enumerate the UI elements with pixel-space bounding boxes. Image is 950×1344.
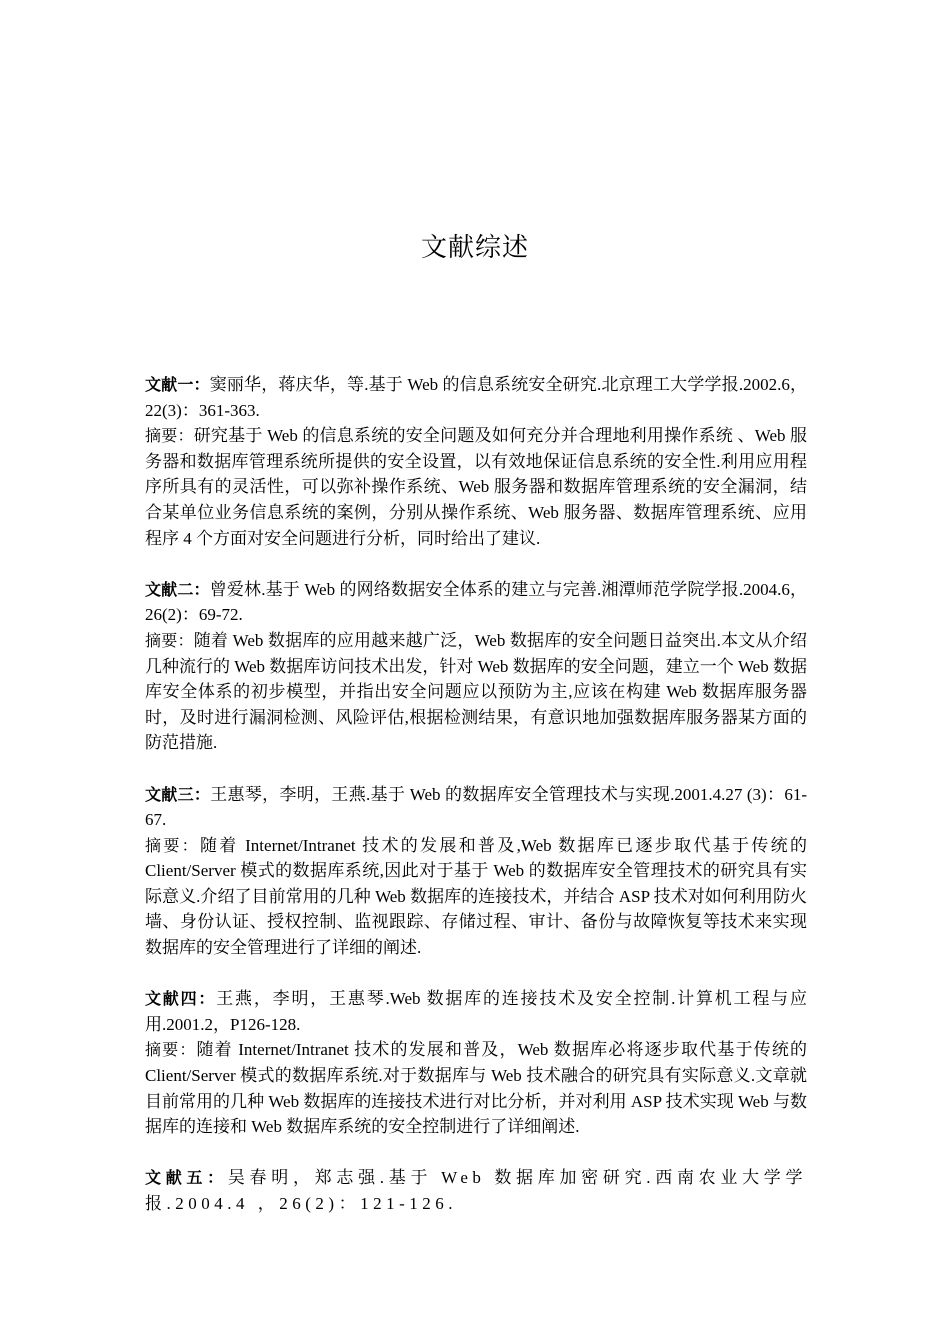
reference-entry-5	[145, 1165, 807, 1216]
reference-citation	[145, 577, 807, 628]
citation-text: 窦丽华，蒋庆华，等.基于 Web 的信息系统安全研究.北京理工大学学报.2002.6，22(3)：361-363.	[145, 375, 807, 420]
abstract-label: 摘要：	[145, 835, 200, 855]
reference-label: 文献一：	[145, 375, 210, 394]
abstract-label: 摘要：	[145, 1040, 197, 1060]
abstract-text: 随着 Internet/Intranet 技术的发展和普及，Web 数据库必将逐步取代基于传统的 Client/Server 模式的数据库系统.对于数据库与 Web 技术融合的研究具有实际意义.文章就目前常用的几种 Web 数据库的连接技术进行对比分析，并对利用 ASP 技术实现 Web 与数据库的连接和 Web 数据库系统的安全控制进行了详细阐述.	[145, 1040, 807, 1137]
citation-text: 王燕，李明，王惠琴.Web 数据库的连接技术及安全控制.计算机工程与应用.2001.2，P126-128.	[145, 989, 807, 1034]
reference-label: 文献五：	[145, 1168, 228, 1188]
references-list	[145, 372, 807, 1242]
abstract-label: 摘要：	[145, 630, 194, 650]
abstract-label: 摘要：	[145, 426, 194, 446]
abstract-text: 随着 Internet/Intranet 技术的发展和普及,Web 数据库已逐步取代基于传统的 Client/Server 模式的数据库系统,因此对于基于 Web 的数据库安全管理技术的研究具有实际意义.介绍了目前常用的几种 Web 数据库的连接技术，并结合 ASP 技术对如何利用防火墙、身份认证、授权控制、监视跟踪、存储过程、审计、备份与故障恢复等技术来实现数据库的安全管理进行了详细的阐述.	[145, 835, 807, 958]
reference-citation	[145, 986, 807, 1037]
abstract-text: 随着 Web 数据库的应用越来越广泛，Web 数据库的安全问题日益突出.本文从介绍几种流行的 Web 数据库访问技术出发，针对 Web 数据库的安全问题，建立一个 Web 数据库安全体系的初步模型，并指出安全问题应以预防为主,应该在构建 Web 数据库服务器时，及时进行漏洞检测、风险评估,根据检测结果，有意识地加强数据库服务器某方面的防范措施.	[145, 630, 807, 753]
citation-text: 曾爱林.基于 Web 的网络数据安全体系的建立与完善.湘潭师范学院学报.2004.6，26(2)：69-72.	[145, 579, 807, 625]
reference-abstract	[145, 628, 807, 756]
reference-citation	[145, 1165, 807, 1216]
reference-entry-4	[145, 986, 807, 1140]
reference-abstract	[145, 423, 807, 551]
citation-text: 王惠琴，李明，王燕.基于 Web 的数据库安全管理技术与实现.2001.4.27 (3)：61-67.	[145, 784, 807, 830]
page-title: 文献综述	[420, 233, 529, 263]
reference-label: 文献三：	[145, 784, 211, 804]
citation-text: 吴春明，郑志强.基于 Web 数据库加密研究.西南农业大学学报.2004.4 ，26(2)：121-126.	[145, 1168, 807, 1213]
reference-citation	[145, 372, 807, 423]
reference-entry-2	[145, 577, 807, 756]
reference-abstract	[145, 1037, 807, 1139]
reference-label: 文献四：	[145, 989, 217, 1009]
abstract-text: 研究基于 Web 的信息系统的安全问题及如何充分并合理地利用操作系统 、Web 服务器和数据库管理系统所提供的安全设置，以有效地保证信息系统的安全性.利用应用程序所具有的灵活性，可以弥补操作系统、Web 服务器和数据库管理系统的安全漏洞，结合某单位业务信息系统的案例，分别从操作系统、Web 服务器、数据库管理系统、应用程序 4 个方面对安全问题进行分析，同时给出了建议.	[145, 426, 807, 548]
reference-label: 文献二：	[145, 579, 210, 599]
reference-entry-3	[145, 782, 807, 961]
reference-entry-1	[145, 372, 807, 551]
reference-citation	[145, 782, 807, 833]
reference-abstract	[145, 833, 807, 961]
